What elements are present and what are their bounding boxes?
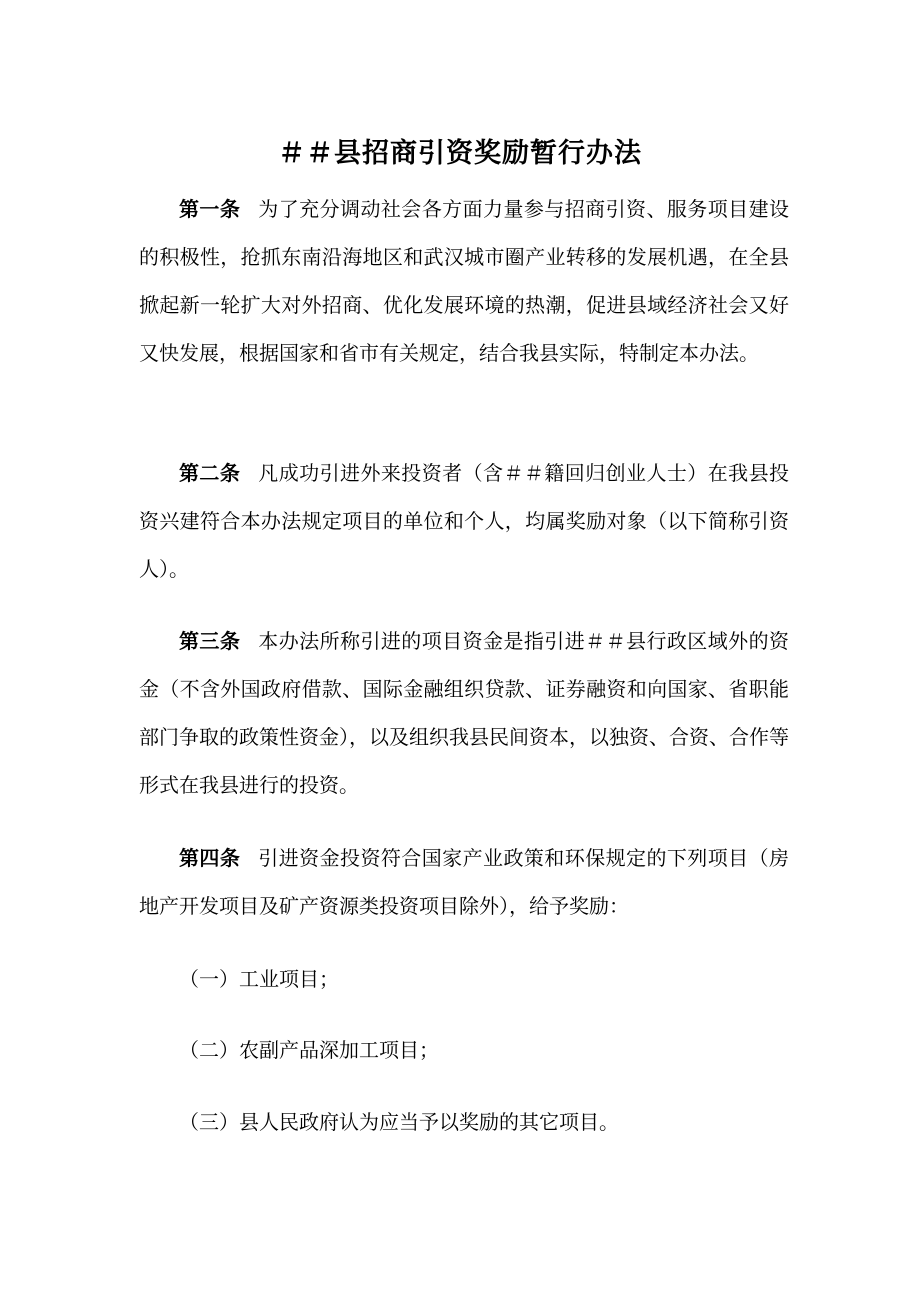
article-label: 第四条 bbox=[179, 846, 241, 870]
article-text: 本办法所称引进的项目资金是指引进＃＃县行政区域外的资金（不含外国政府借款、国际金融组织贷款、证券融资和向国家、省职能部门争取的政策性资金），以及组织我县民间资本，以独资、合资、合作等形式在我县进行的投资。 bbox=[139, 629, 790, 797]
article-1 bbox=[139, 185, 789, 377]
article-label: 第二条 bbox=[179, 461, 241, 485]
document-title: ＃＃县招商引资奖励暂行办法 bbox=[278, 138, 642, 170]
article-label: 第三条 bbox=[179, 629, 241, 653]
list-item: （二）农副产品深加工项目； bbox=[179, 1038, 439, 1062]
article-text: 引进资金投资符合国家产业政策和环保规定的下列项目（房地产开发项目及矿产资源类投资项目除外），给予奖励： bbox=[139, 846, 790, 918]
article-3 bbox=[139, 617, 789, 809]
list-item: （三）县人民政府认为应当予以奖励的其它项目。 bbox=[179, 1110, 619, 1134]
list-item: （一）工业项目； bbox=[179, 967, 339, 991]
article-text: 为了充分调动社会各方面力量参与招商引资、服务项目建设的积极性，抢抓东南沿海地区和武汉城市圈产业转移的发展机遇，在全县掀起新一轮扩大对外招商、优化发展环境的热潮，促进县域经济社会又好又快发展，根据国家和省市有关规定，结合我县实际，特制定本办法。 bbox=[139, 197, 790, 365]
article-4 bbox=[139, 834, 789, 930]
article-2 bbox=[139, 449, 789, 593]
article-text: 凡成功引进外来投资者（含＃＃籍回归创业人士）在我县投资兴建符合本办法规定项目的单位和个人，均属奖励对象（以下简称引资人）。 bbox=[139, 461, 790, 581]
article-label: 第一条 bbox=[179, 197, 241, 221]
